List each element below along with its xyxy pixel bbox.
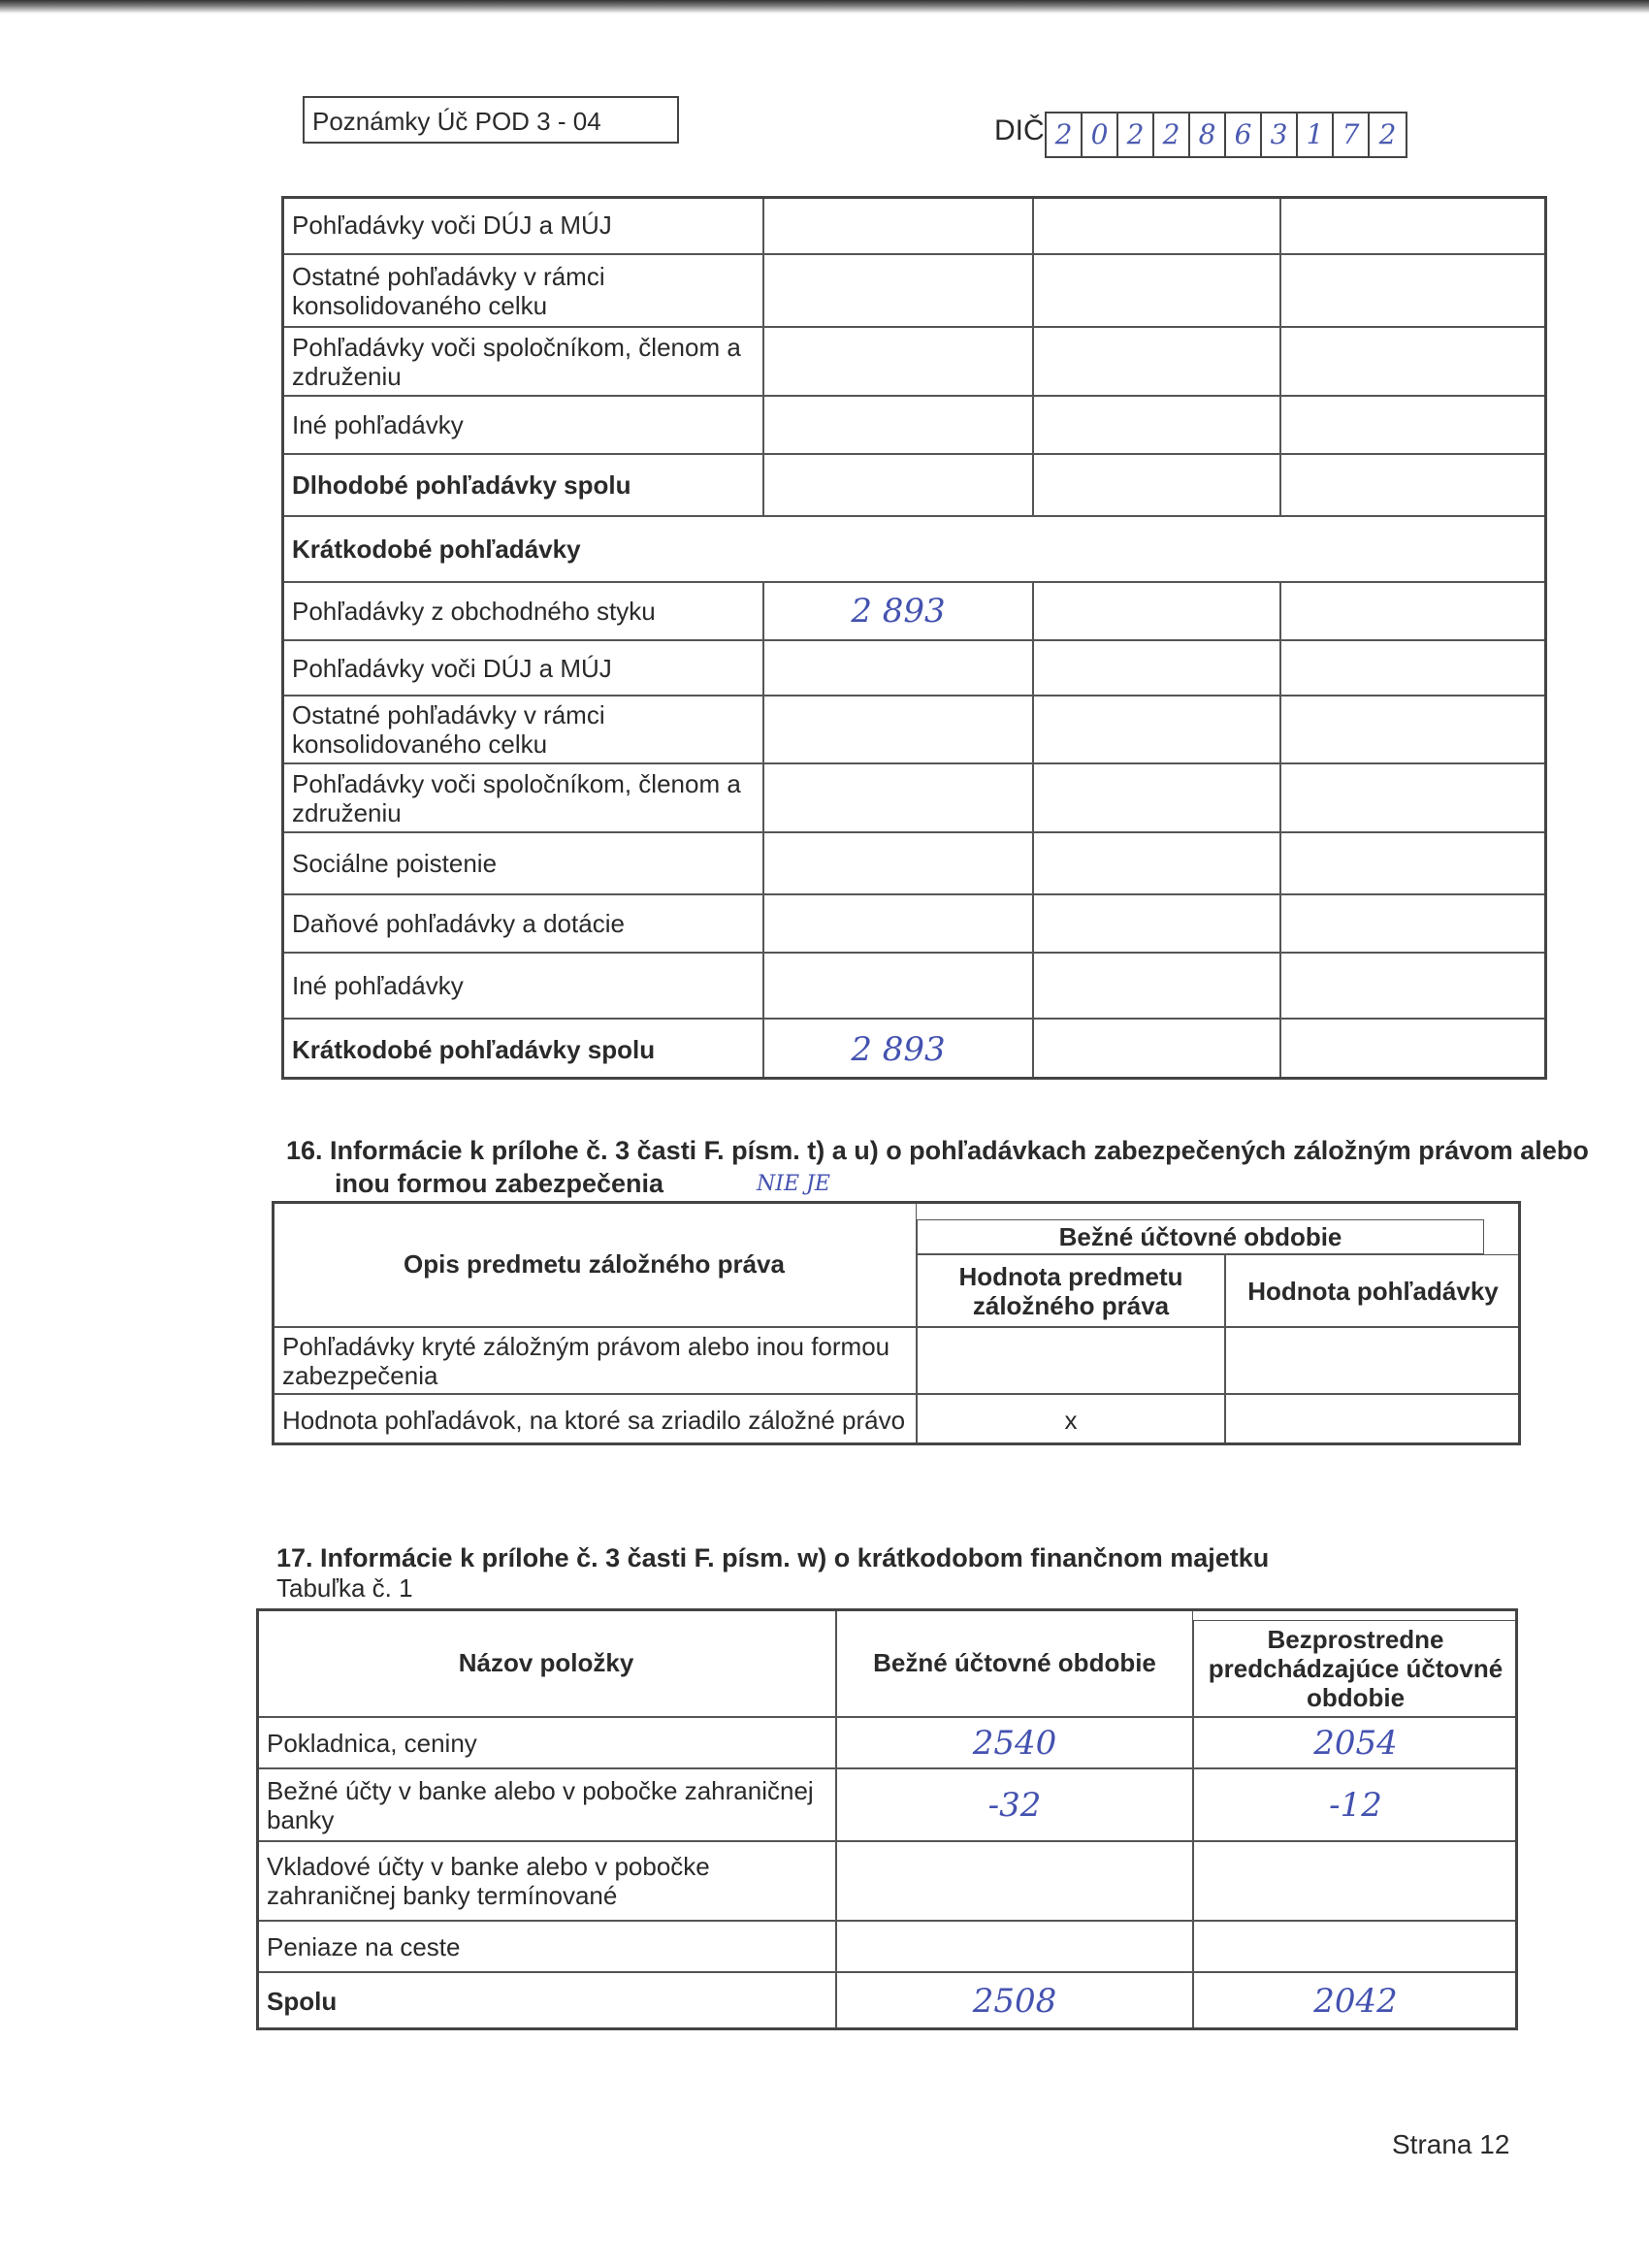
- value-cell: [763, 1019, 1033, 1080]
- row-label: [281, 254, 763, 327]
- header-previous-period-text: Bezprostredne predchádzajúce účtovné obdobie: [1208, 1625, 1504, 1712]
- value-cell: [1280, 582, 1547, 640]
- value-cell: [763, 254, 1033, 327]
- previous-value: [1193, 1717, 1518, 1768]
- value-cell-text: 2 893: [851, 1029, 946, 1069]
- header-current-period-text: Bežné účtovné obdobie: [1058, 1222, 1342, 1251]
- row-label: [281, 327, 763, 396]
- current-value: [836, 1921, 1193, 1972]
- header-item-name-text: Názov položky: [458, 1648, 634, 1677]
- value-cell: [1225, 1394, 1521, 1445]
- value-cell: [763, 696, 1033, 763]
- header-receivable-value-text: Hodnota pohľadávky: [1247, 1276, 1499, 1306]
- row-label-text: Sociálne poistenie: [292, 849, 498, 878]
- value-cell: [1033, 327, 1280, 396]
- row-label: [281, 1019, 763, 1080]
- row-label-text: Ostatné pohľadávky v rámci konsolidovaného celku: [292, 700, 605, 759]
- value-cell: [1280, 763, 1547, 832]
- row-label: [281, 696, 763, 763]
- row-label-text: Iné pohľadávky: [292, 410, 464, 439]
- current-value: [836, 1768, 1193, 1841]
- value-cell: [1033, 396, 1280, 454]
- value-cell: [1280, 696, 1547, 763]
- row-label-text: Krátkodobé pohľadávky spolu: [292, 1034, 656, 1064]
- section17-title: 17. Informácie k prílohe č. 3 časti F. písm. w) o krátkodobom finančnom majetku: [276, 1543, 1270, 1572]
- row-label: [281, 396, 763, 454]
- value-cell: [917, 1394, 1225, 1445]
- dic-digit-box: 6: [1226, 113, 1262, 156]
- page-number: Strana 12: [1392, 2129, 1510, 2159]
- row-label-text: Hodnota pohľadávok, na ktoré sa zriadilo záložné právo: [282, 1405, 906, 1435]
- value-cell: [1280, 894, 1547, 953]
- section16-title-line2: inou formou zabezpečenia: [335, 1169, 664, 1198]
- dic-digit-box: 3: [1262, 113, 1298, 156]
- row-label-text: Pohľadávky voči spoločníkom, členom a združeniu: [292, 768, 741, 827]
- value-cell: [1280, 196, 1547, 254]
- header-item-name: [256, 1608, 836, 1717]
- section-header: [281, 516, 1547, 582]
- current-value: [836, 1717, 1193, 1768]
- row-label: [281, 763, 763, 832]
- section-header-text: Krátkodobé pohľadávky: [292, 535, 581, 564]
- previous-value: [1193, 1768, 1518, 1841]
- value-cell: [917, 1327, 1225, 1394]
- value-cell: [763, 327, 1033, 396]
- previous-value-text: 2054: [1313, 1723, 1398, 1763]
- value-cell: [1033, 196, 1280, 254]
- value-cell: [1033, 894, 1280, 953]
- current-value-text: -32: [987, 1785, 1042, 1825]
- value-cell: [1280, 254, 1547, 327]
- row-label: [256, 1717, 836, 1768]
- value-cell: [1280, 327, 1547, 396]
- row-label: [281, 196, 763, 254]
- value-cell: [763, 763, 1033, 832]
- row-label-text: Daňové pohľadávky a dotácie: [292, 909, 625, 938]
- header-pledge-value: [917, 1254, 1225, 1327]
- value-cell-text: 2 893: [851, 592, 946, 631]
- row-label-text: Pohľadávky z obchodného styku: [292, 597, 656, 626]
- row-label-text: Bežné účty v banke alebo v pobočke zahraničnej banky: [267, 1775, 814, 1834]
- header-description: [272, 1201, 917, 1327]
- row-label: [256, 1841, 836, 1921]
- value-cell: [1280, 1019, 1547, 1080]
- value-cell: [763, 953, 1033, 1019]
- header-current-period: [836, 1608, 1193, 1717]
- row-label-text: Pohľadávky voči DÚJ a MÚJ: [292, 211, 612, 240]
- row-label-text: Ostatné pohľadávky v rámci konsolidovaného celku: [292, 261, 605, 320]
- scan-edge: [0, 0, 1649, 14]
- previous-value: [1193, 1972, 1518, 2030]
- form-id-box: Poznámky Úč POD 3 - 04: [303, 96, 679, 144]
- row-label-text: Pokladnica, ceniny: [267, 1728, 477, 1758]
- header-pledge-value-text: Hodnota predmetu záložného práva: [958, 1261, 1183, 1320]
- row-label: [281, 582, 763, 640]
- value-cell-text: x: [1064, 1405, 1078, 1435]
- current-value: [836, 1841, 1193, 1921]
- dic-digit-box: 2: [1118, 113, 1154, 156]
- row-label: [281, 953, 763, 1019]
- current-value-text: 2540: [972, 1723, 1057, 1763]
- row-label: [272, 1327, 917, 1394]
- header-current-period-text: Bežné účtovné obdobie: [873, 1648, 1156, 1677]
- dic-digit-box: 1: [1298, 113, 1334, 156]
- row-label-text: Vkladové účty v banke alebo v pobočke zahraničnej banky termínované: [267, 1852, 710, 1910]
- value-cell: [1280, 454, 1547, 516]
- dic-digit-box: 7: [1334, 113, 1370, 156]
- row-label: [256, 1972, 836, 2030]
- handwritten-note: NIE JE: [757, 1172, 830, 1196]
- current-value-text: 2508: [972, 1982, 1057, 2021]
- dic-digit-box: 2: [1154, 113, 1190, 156]
- dic-digit-box: 2: [1047, 113, 1083, 156]
- row-label: [281, 640, 763, 696]
- dic-label: DIČ: [994, 114, 1045, 146]
- value-cell: [763, 894, 1033, 953]
- value-cell: [1033, 640, 1280, 696]
- value-cell: [763, 582, 1033, 640]
- value-cell: [1033, 763, 1280, 832]
- current-value: [836, 1972, 1193, 2030]
- row-label-text: Pohľadávky kryté záložným právom alebo inou formou zabezpečenia: [282, 1331, 890, 1390]
- value-cell: [763, 832, 1033, 894]
- row-label-text: Dlhodobé pohľadávky spolu: [292, 470, 631, 500]
- dic-digit-box: 8: [1190, 113, 1226, 156]
- row-label: [256, 1921, 836, 1972]
- value-cell: [1280, 832, 1547, 894]
- value-cell: [1033, 832, 1280, 894]
- value-cell: [1033, 953, 1280, 1019]
- value-cell: [1280, 953, 1547, 1019]
- value-cell: [1225, 1327, 1521, 1394]
- row-label-text: Iné pohľadávky: [292, 971, 464, 1000]
- value-cell: [1280, 396, 1547, 454]
- value-cell: [763, 396, 1033, 454]
- dic-digit-box: 0: [1083, 113, 1118, 156]
- header-description-text: Opis predmetu záložného práva: [404, 1249, 785, 1279]
- value-cell: [1033, 696, 1280, 763]
- header-current-period: [917, 1219, 1484, 1254]
- row-label-text: Spolu: [267, 1987, 338, 2016]
- previous-value: [1193, 1841, 1518, 1921]
- previous-value-text: 2042: [1313, 1982, 1398, 2021]
- row-label: [281, 894, 763, 953]
- row-label-text: Pohľadávky voči spoločníkom, členom a združeniu: [292, 332, 741, 391]
- previous-value: [1193, 1921, 1518, 1972]
- value-cell: [763, 454, 1033, 516]
- value-cell: [1033, 582, 1280, 640]
- dic-boxes: [1045, 112, 1407, 158]
- section17-subtitle: Tabuľka č. 1: [276, 1573, 413, 1603]
- row-label: [256, 1768, 836, 1841]
- row-label: [272, 1394, 917, 1445]
- value-cell: [763, 640, 1033, 696]
- header-previous-period: [1193, 1620, 1518, 1717]
- section16-title-line1: 16. Informácie k prílohe č. 3 časti F. písm. t) a u) o pohľadávkach zabezpečených záložným právom alebo: [286, 1136, 1589, 1165]
- value-cell: [1033, 1019, 1280, 1080]
- previous-value-text: -12: [1329, 1785, 1382, 1825]
- value-cell: [1033, 454, 1280, 516]
- header-receivable-value: [1225, 1254, 1521, 1327]
- row-label-text: Pohľadávky voči DÚJ a MÚJ: [292, 653, 612, 683]
- dic-digit-box: 2: [1378, 118, 1397, 150]
- row-label-text: Peniaze na ceste: [267, 1931, 461, 1961]
- value-cell: [763, 196, 1033, 254]
- value-cell: [1280, 640, 1547, 696]
- row-label: [281, 454, 763, 516]
- row-label: [281, 832, 763, 894]
- value-cell: [1033, 254, 1280, 327]
